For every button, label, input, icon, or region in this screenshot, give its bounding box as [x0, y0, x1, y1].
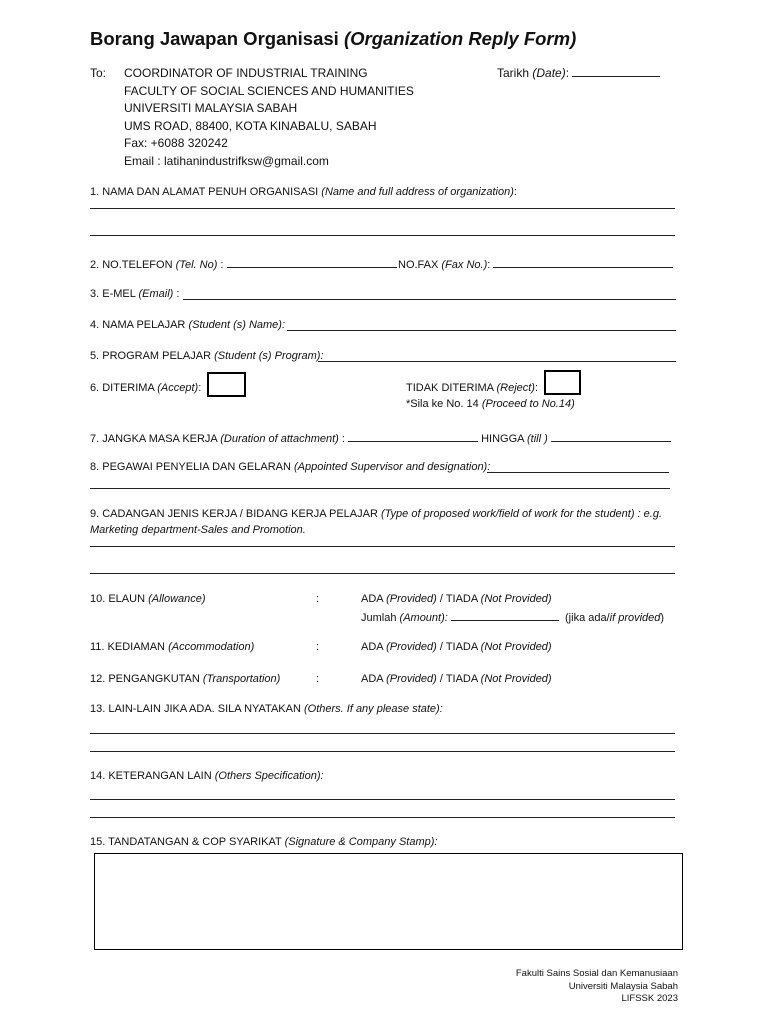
allowance-amount: Jumlah (Amount): (jika ada/if provided)	[361, 609, 664, 624]
recipient-address	[124, 65, 414, 170]
transportation-options[interactable]: ADA (Provided) / TIADA (Not Provided)	[361, 673, 552, 685]
address-line: UMS ROAD, 88400, KOTA KINABALU, SABAH	[124, 118, 377, 133]
email-line: Email : latihanindustrifksw@gmail.com	[124, 153, 329, 168]
address-line: COORDINATOR OF INDUSTRIAL TRAINING	[124, 66, 368, 80]
date-field: Tarikh (Date):	[497, 65, 660, 83]
signature-stamp-box[interactable]	[94, 853, 683, 950]
footer-form-code: LIFSSK 2023	[621, 993, 678, 1004]
q10-label: 10. ELAUN (Allowance)	[90, 593, 206, 605]
q8-label: 8. PEGAWAI PENYELIA DAN GELARAN (Appointed Supervisor and designation):	[90, 461, 491, 473]
q13-label: 13. LAIN-LAIN JIKA ADA. SILA NYATAKAN (Others. If any please state):	[90, 703, 443, 715]
q3-label: 3. E-MEL (Email) :	[90, 288, 180, 300]
duration-till-input-line[interactable]	[551, 430, 671, 442]
q9-label: 9. CADANGAN JENIS KERJA / BIDANG KERJA PELAJAR (Type of proposed work/field of work for the student) : e.g.	[90, 508, 663, 520]
q1-input-line[interactable]	[90, 235, 675, 236]
q1-label: 1. NAMA DAN ALAMAT PENUH ORGANISASI (Name and full address of organization):	[90, 186, 517, 198]
student-program-input-line[interactable]	[318, 361, 676, 362]
address-line: UNIVERSITI MALAYSIA SABAH	[124, 101, 298, 115]
supervisor-input-line[interactable]	[90, 488, 670, 489]
supervisor-input-line[interactable]	[487, 472, 669, 473]
form-title	[90, 28, 576, 50]
fax-line: Fax: +6088 320242	[124, 136, 228, 150]
email-input-line[interactable]	[183, 299, 676, 300]
q14-input-line[interactable]	[90, 817, 675, 818]
q11-colon: :	[316, 641, 320, 653]
q9-input-line[interactable]	[90, 573, 675, 574]
q4-label: 4. NAMA PELAJAR (Student (s) Name):	[90, 319, 286, 331]
q15-label: 15. TANDATANGAN & COP SYARIKAT (Signature & Company Stamp):	[90, 836, 438, 848]
address-line: FACULTY OF SOCIAL SCIENCES AND HUMANITIES	[124, 83, 414, 98]
q14-input-line[interactable]	[90, 799, 675, 800]
form-title-main: Borang Jawapan Organisasi	[90, 28, 339, 49]
q10-colon: :	[316, 593, 320, 605]
q11-label: 11. KEDIAMAN (Accommodation)	[90, 641, 255, 653]
q12-label: 12. PENGANGKUTAN (Transportation)	[90, 673, 281, 685]
q14-label: 14. KETERANGAN LAIN (Others Specification):	[90, 770, 324, 782]
q9-input-line[interactable]	[90, 546, 675, 547]
q5-label: 5. PROGRAM PELAJAR (Student (s) Program):	[90, 350, 324, 362]
form-title-english: (Organization Reply Form)	[343, 28, 577, 49]
fax-input-line[interactable]	[493, 256, 673, 268]
footer	[516, 968, 678, 1006]
footer-faculty: Fakulti Sains Sosial dan Kemanusiaan	[515, 968, 678, 979]
q2-fax-label: NO.FAX (Fax No.):	[398, 256, 673, 271]
reject-note: *Sila ke No. 14 (Proceed to No.14)	[406, 398, 575, 410]
footer-university: Universiti Malaysia Sabah	[568, 980, 678, 992]
duration-from-input-line[interactable]	[348, 430, 478, 442]
q6-accept-label: 6. DITERIMA (Accept):	[90, 382, 202, 394]
q13-input-line[interactable]	[90, 751, 675, 752]
allowance-options[interactable]: ADA (Provided) / TIADA (Not Provided)	[361, 593, 552, 605]
accept-checkbox[interactable]	[207, 372, 246, 397]
to-label: To:	[90, 66, 107, 80]
accommodation-options[interactable]: ADA (Provided) / TIADA (Not Provided)	[361, 641, 552, 653]
tel-input-line[interactable]	[227, 256, 397, 268]
q2-tel-label: 2. NO.TELEFON (Tel. No) :	[90, 256, 397, 271]
q9-example: Marketing department-Sales and Promotion.	[90, 524, 306, 536]
q6-reject-label: TIDAK DITERIMA (Reject):	[406, 382, 539, 394]
q1-input-line[interactable]	[90, 208, 675, 209]
reject-checkbox[interactable]	[544, 370, 581, 395]
q7-label: 7. JANGKA MASA KERJA (Duration of attachment) : HINGGA (till )	[90, 430, 671, 445]
amount-input-line[interactable]	[451, 609, 559, 621]
date-input-line[interactable]	[572, 65, 660, 77]
student-name-input-line[interactable]	[287, 330, 676, 331]
q12-colon: :	[316, 673, 320, 685]
q13-input-line[interactable]	[90, 733, 675, 734]
